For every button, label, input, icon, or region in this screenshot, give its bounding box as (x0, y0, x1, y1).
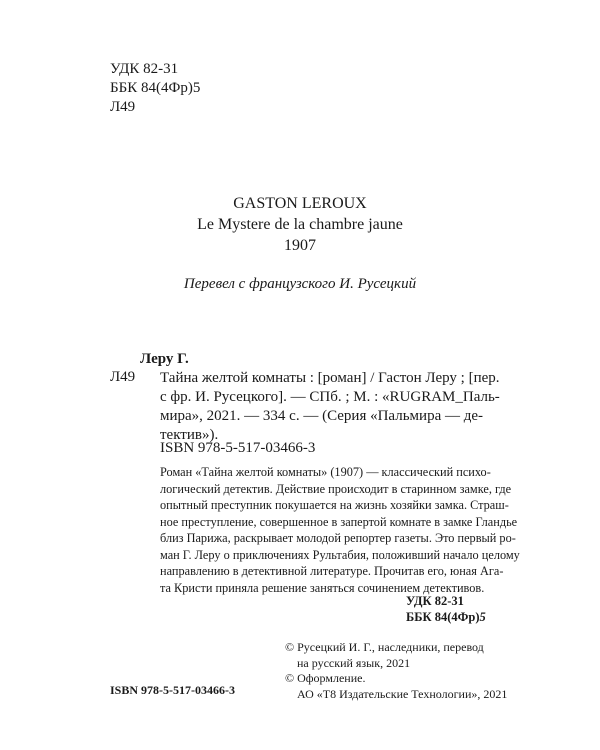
annotation-line: та Кристи приняла решение заняться сочинением детективов. (160, 580, 485, 595)
catalog-author-heading: Леру Г. (140, 351, 189, 367)
author-sign: Л49 (110, 99, 136, 115)
biblio-line: мира», 2021. — 334 с. — (Серия «Пальмира — де- (160, 408, 484, 424)
copyright-block (285, 640, 507, 702)
biblio-line: с фр. И. Русецкого]. — СПб. ; М. : «RUGRAM_Паль- (160, 389, 500, 405)
biblio-line: Тайна желтой комнаты : [роман] / Гастон Леру ; [пер. (160, 370, 500, 386)
udk-code-bottom: УДК 82-31 (406, 594, 464, 608)
annotation-line: ман Г. Леру о приключениях Рультабия, положивший начало целому (160, 547, 520, 562)
bbk-code: ББК 84(4Фр)5 (110, 80, 201, 96)
udk-code: УДК 82-31 (110, 61, 179, 77)
annotation-line: ное преступление, совершенное в запертой комнате в замке Гландье (160, 514, 518, 529)
annotation-line: направлению в детективной литературе. Прочитав его, юная Ага- (160, 564, 504, 578)
biblio-line: тектив»). (160, 427, 219, 443)
copyright-translation-cont: на русский язык, 2021 (297, 655, 411, 670)
copyright-publisher: АО «Т8 Издательские Технологии», 2021 (297, 686, 508, 701)
annotation-line: логический детектив. Действие происходит в старинном замке, где (160, 481, 512, 496)
annotation-line: Роман «Тайна желтой комнаты» (1907) — классический психо- (160, 465, 491, 479)
bibliographic-description (160, 369, 500, 445)
catalog-author-sign: Л49 (110, 369, 136, 385)
classification-codes-top (110, 60, 200, 117)
original-author: GASTON LEROUX (233, 195, 367, 212)
bbk-suffix: 5 (479, 610, 486, 624)
catalog-isbn: ISBN 978-5-517-03466-3 (160, 440, 316, 456)
translator-credit: Перевел с французского И. Русецкий (183, 276, 417, 292)
copyright-translation: © Русецкий И. Г., наследники, перевод (285, 640, 484, 654)
classification-codes-bottom (406, 593, 486, 625)
bbk-prefix: ББК 84(4Фр) (406, 610, 480, 624)
original-title-block (0, 193, 600, 256)
original-year: 1907 (284, 237, 316, 254)
bbk-code-bottom (406, 609, 486, 625)
copyright-design: © Оформление. (285, 671, 366, 685)
annotation-line: близ Парижа, раскрывает молодой репортер газеты. Это первый ро- (160, 531, 516, 545)
annotation-line: опытный преступник покушается на жизнь хозяйки замка. Страш- (160, 498, 509, 512)
annotation (160, 464, 520, 596)
isbn-bottom: ISBN 978-5-517-03466-3 (110, 683, 235, 697)
original-title: Le Mystere de la chambre jaune (197, 216, 403, 233)
